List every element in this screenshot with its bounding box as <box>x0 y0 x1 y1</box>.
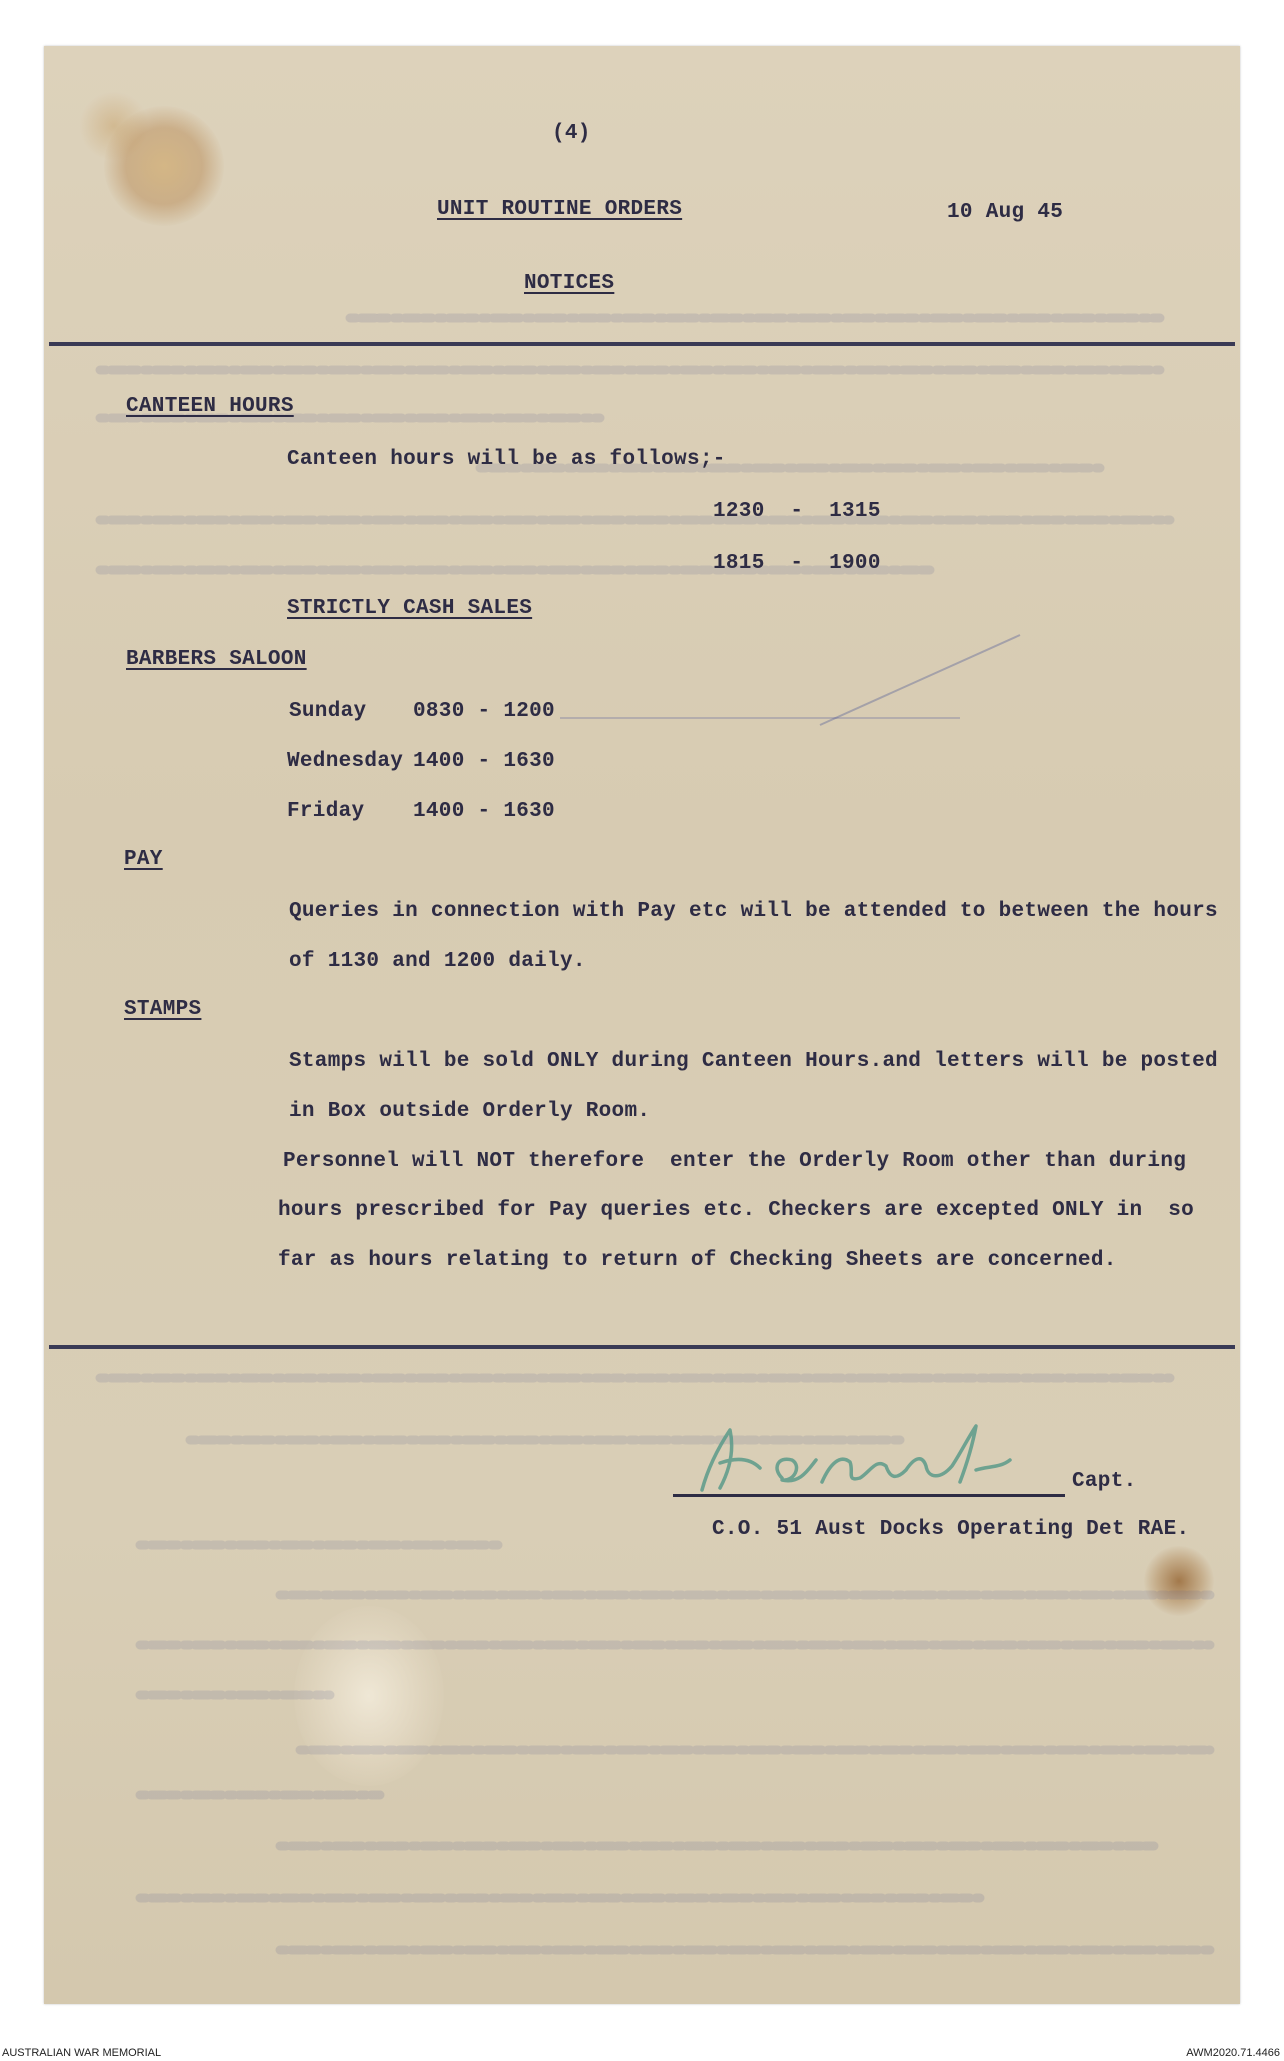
cash-sales-note: STRICTLY CASH SALES <box>287 597 533 620</box>
signature-unit: C.O. 51 Aust Docks Operating Det RAE. <box>712 1518 1190 1541</box>
barbers-hours: 0830 - 1200 <box>413 700 555 723</box>
top-divider <box>49 342 1235 346</box>
handwritten-signature <box>690 1408 1020 1503</box>
canteen-slot: 1815 - 1900 <box>713 552 881 575</box>
barbers-day: Friday <box>287 800 365 823</box>
signature-rank: Capt. <box>1072 1470 1137 1493</box>
footer-left: AUSTRALIAN WAR MEMORIAL <box>2 2047 162 2059</box>
stamps-text-line: hours prescribed for Pay queries etc. Checkers are excepted ONLY in so <box>278 1199 1195 1222</box>
barbers-day: Sunday <box>289 700 367 723</box>
page-number: (4) <box>552 122 591 145</box>
barbers-heading: BARBERS SALOON <box>126 648 307 671</box>
document-date: 10 Aug 45 <box>947 201 1064 224</box>
canteen-slot: 1230 - 1315 <box>713 500 881 523</box>
pay-text-line: of 1130 and 1200 daily. <box>289 950 586 973</box>
canteen-heading: CANTEEN HOURS <box>126 395 294 418</box>
stamps-heading: STAMPS <box>124 998 202 1021</box>
barbers-hours: 1400 - 1630 <box>413 800 555 823</box>
canteen-intro: Canteen hours will be as follows;- <box>287 448 726 471</box>
pay-heading: PAY <box>124 848 163 871</box>
stamps-text-line: far as hours relating to return of Checking Sheets are concerned. <box>278 1249 1117 1272</box>
stamps-text-line: Personnel will NOT therefore enter the Orderly Room other than during <box>283 1150 1187 1173</box>
stamps-text-line: in Box outside Orderly Room. <box>289 1100 651 1123</box>
footer-right: AWM2020.71.4466 <box>1186 2047 1280 2059</box>
barbers-day: Wednesday <box>287 750 404 773</box>
pay-text-line: Queries in connection with Pay etc will be attended to between the hours <box>289 900 1218 923</box>
stamps-text-line: Stamps will be sold ONLY during Canteen Hours.and letters will be posted <box>289 1050 1218 1073</box>
bottom-divider <box>49 1345 1235 1349</box>
signature-line <box>673 1494 1065 1497</box>
barbers-hours: 1400 - 1630 <box>413 750 555 773</box>
document-title: UNIT ROUTINE ORDERS <box>437 198 683 221</box>
section-subtitle: NOTICES <box>524 272 615 295</box>
